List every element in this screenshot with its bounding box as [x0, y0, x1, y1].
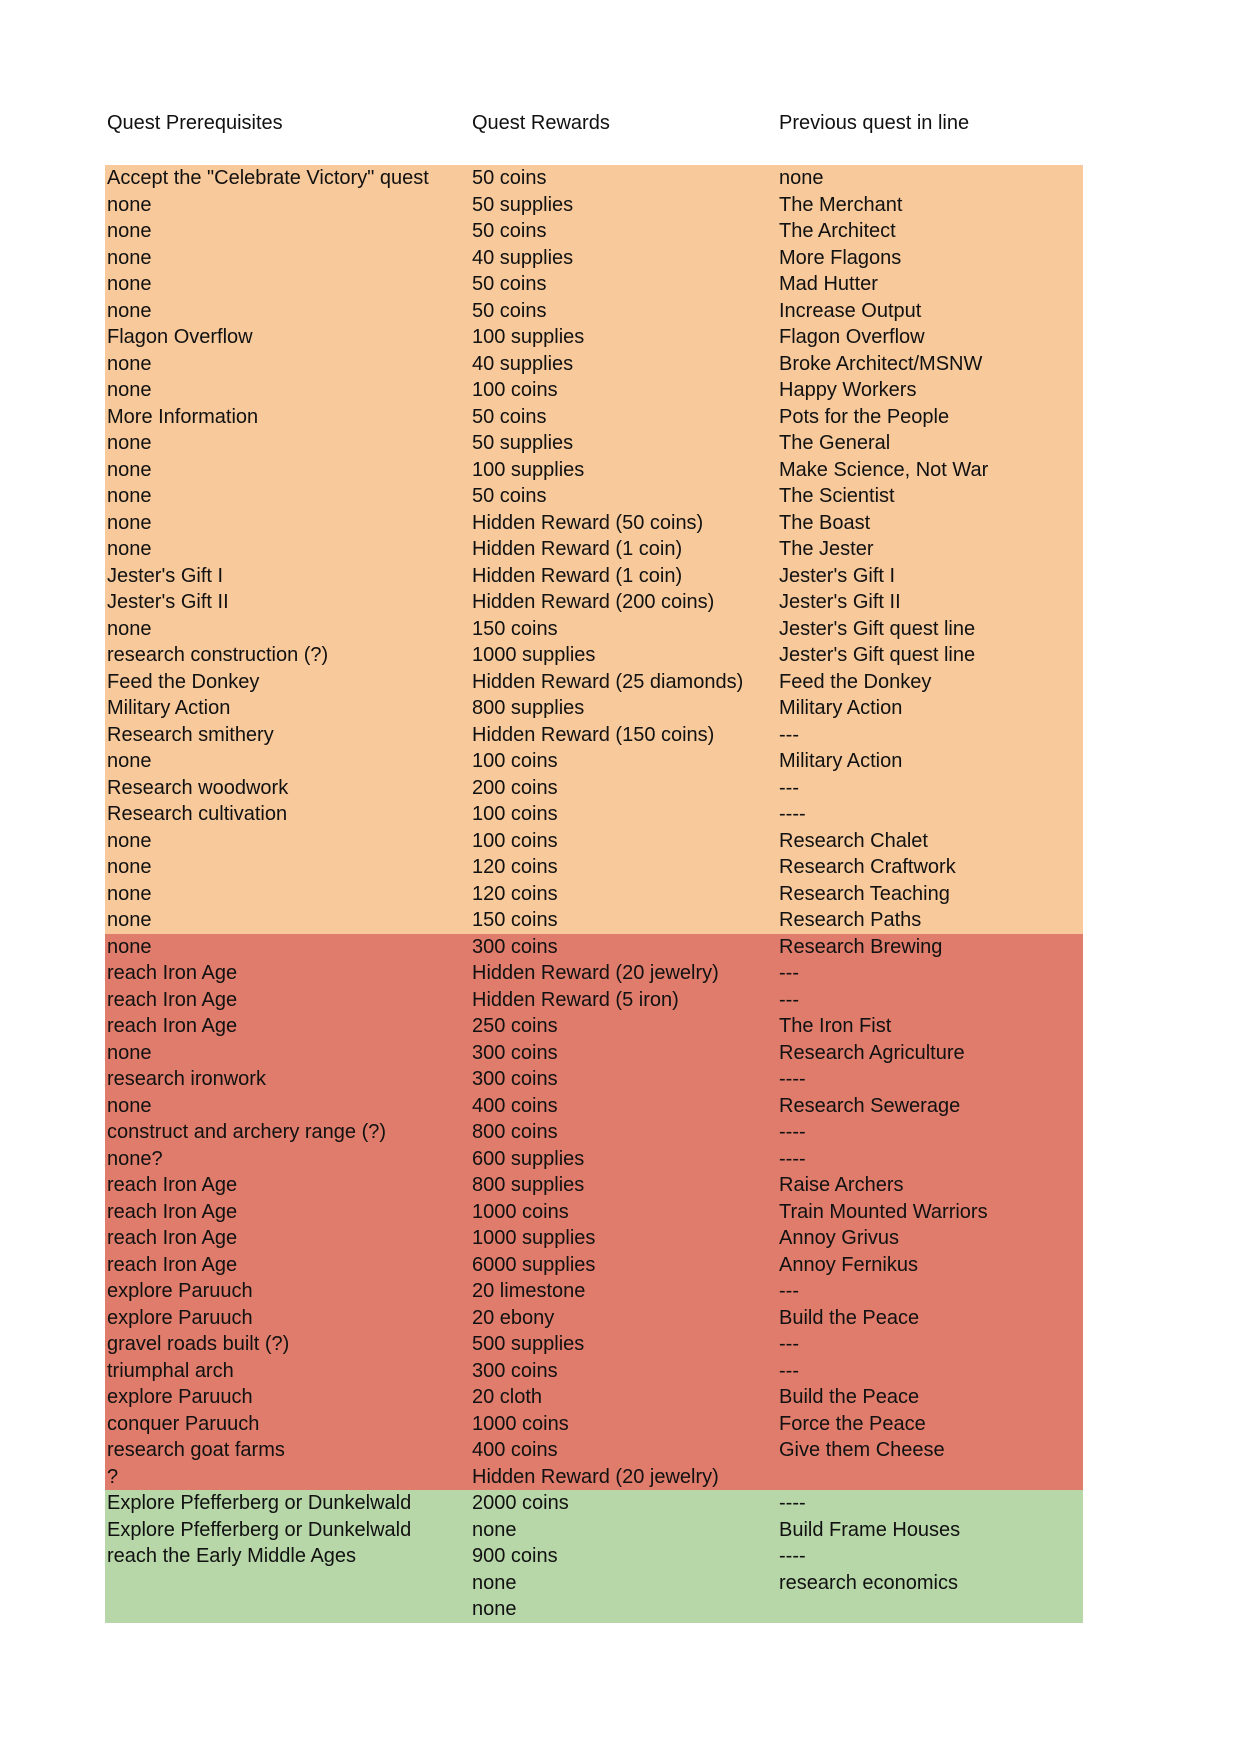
reward-cell: 1000 supplies [472, 644, 596, 666]
table-row [105, 1517, 1083, 1544]
previous-quest-cell: Military Action [779, 697, 903, 719]
previous-quest-cell: The Architect [779, 220, 896, 242]
table-row [105, 1225, 1083, 1252]
reward-cell: 100 coins [472, 829, 558, 852]
reward-cell: 100 coins [472, 379, 558, 401]
prerequisite-cell: none [107, 617, 152, 640]
reward-cell: 150 coins [472, 909, 558, 931]
prerequisite-cell: none [107, 379, 152, 401]
table-row [105, 854, 1083, 881]
table-row [105, 165, 1083, 192]
previous-quest-cell: ---- [779, 1545, 806, 1567]
reward-cell: 20 cloth [472, 1386, 543, 1408]
table-row [105, 563, 1083, 590]
previous-quest-cell: Research Brewing [779, 935, 943, 958]
previous-quest-cell: ---- [779, 1147, 806, 1170]
prerequisite-cell: none [107, 432, 152, 454]
reward-cell: 40 supplies [472, 352, 574, 375]
prerequisite-cell: reach Iron Age [107, 1174, 238, 1196]
reward-cell: 20 ebony [472, 1306, 555, 1329]
previous-quest-cell: Jester's Gift I [779, 564, 896, 587]
previous-quest-cell: none [779, 167, 824, 189]
previous-quest-cell: Increase Output [779, 299, 922, 322]
table-row [105, 245, 1083, 272]
previous-quest-cell: Build Frame Houses [779, 1518, 961, 1541]
prerequisite-cell: Research smithery [107, 723, 274, 746]
previous-quest-cell: Flagon Overflow [779, 326, 925, 348]
prerequisite-cell: Research woodwork [107, 776, 289, 799]
reward-cell: 500 supplies [472, 1333, 585, 1355]
reward-cell: Hidden Reward (25 diamonds) [472, 670, 744, 693]
header-prerequisites: Quest Prerequisites [107, 112, 283, 134]
previous-quest-cell: ---- [779, 803, 806, 825]
reward-cell: 50 coins [472, 405, 547, 428]
table-row [105, 1464, 1083, 1491]
table-row [105, 1490, 1083, 1517]
table-row [105, 828, 1083, 855]
prerequisite-cell: none [107, 829, 152, 852]
table-row [105, 1252, 1083, 1279]
prerequisite-cell: reach Iron Age [107, 1200, 238, 1223]
reward-cell: Hidden Reward (50 coins) [472, 511, 704, 534]
prerequisite-cell: none [107, 193, 152, 216]
quest-table [105, 165, 1083, 1623]
table-row [105, 1411, 1083, 1438]
table-row [105, 298, 1083, 325]
previous-quest-cell: Research Paths [779, 909, 922, 931]
table-row [105, 616, 1083, 643]
prerequisite-cell: none [107, 935, 152, 958]
previous-quest-cell: ---- [779, 1068, 806, 1090]
previous-quest-cell: The Jester [779, 538, 874, 560]
prerequisite-cell: More Information [107, 405, 259, 428]
previous-quest-cell: Make Science, Not War [779, 458, 989, 481]
reward-cell: 250 coins [472, 1015, 558, 1037]
reward-cell: 800 coins [472, 1121, 558, 1143]
table-row [105, 324, 1083, 351]
reward-cell: 20 limestone [472, 1280, 586, 1302]
reward-cell: 400 coins [472, 1439, 558, 1461]
reward-cell: 50 supplies [472, 432, 574, 454]
prerequisite-cell: reach Iron Age [107, 1015, 238, 1037]
prerequisite-cell: none [107, 352, 152, 375]
reward-cell: 100 supplies [472, 458, 585, 481]
prerequisite-cell: none? [107, 1147, 163, 1170]
table-row [105, 1331, 1083, 1358]
reward-cell: Hidden Reward (200 coins) [472, 591, 715, 613]
previous-quest-cell: Annoy Fernikus [779, 1253, 918, 1276]
reward-cell: 400 coins [472, 1094, 558, 1117]
previous-quest-cell: --- [779, 1359, 799, 1382]
prerequisite-cell: none [107, 1094, 152, 1117]
prerequisite-cell: Explore Pfefferberg or Dunkelwald [107, 1492, 412, 1514]
reward-cell: 300 coins [472, 1041, 558, 1064]
previous-quest-cell: --- [779, 1280, 799, 1302]
prerequisite-cell: none [107, 511, 152, 534]
table-row [105, 1543, 1083, 1570]
previous-quest-cell: --- [779, 723, 799, 746]
prerequisite-cell: none [107, 1041, 152, 1064]
previous-quest-cell: Build the Peace [779, 1306, 920, 1329]
reward-cell: 1000 coins [472, 1200, 569, 1223]
previous-quest-cell: The Iron Fist [779, 1015, 892, 1037]
reward-cell: Hidden Reward (20 jewelry) [472, 962, 719, 984]
prerequisite-cell: none [107, 246, 152, 269]
table-row [105, 775, 1083, 802]
reward-cell: none [472, 1518, 517, 1541]
table-row [105, 457, 1083, 484]
reward-cell: 1000 coins [472, 1412, 569, 1435]
previous-quest-cell: The Merchant [779, 193, 903, 216]
table-row [105, 510, 1083, 537]
prerequisite-cell: reach Iron Age [107, 1227, 238, 1249]
reward-cell: Hidden Reward (1 coin) [472, 564, 683, 587]
previous-quest-cell: Feed the Donkey [779, 670, 932, 693]
reward-cell: 600 supplies [472, 1147, 585, 1170]
table-row [105, 642, 1083, 669]
previous-quest-cell: Give them Cheese [779, 1439, 945, 1461]
prerequisite-cell: reach Iron Age [107, 988, 238, 1011]
reward-cell: 300 coins [472, 935, 558, 958]
previous-quest-cell: More Flagons [779, 246, 902, 269]
table-row [105, 960, 1083, 987]
previous-quest-cell: Research Teaching [779, 882, 950, 905]
table-row [105, 404, 1083, 431]
table-row [105, 881, 1083, 908]
reward-cell: 150 coins [472, 617, 558, 640]
prerequisite-cell: gravel roads built (?) [107, 1333, 290, 1355]
table-row [105, 1278, 1083, 1305]
prerequisite-cell: conquer Paruuch [107, 1412, 260, 1435]
table-row [105, 536, 1083, 563]
reward-cell: Hidden Reward (1 coin) [472, 538, 683, 560]
table-row [105, 722, 1083, 749]
prerequisite-cell: Explore Pfefferberg or Dunkelwald [107, 1518, 412, 1541]
reward-cell: 50 supplies [472, 193, 574, 216]
reward-cell: 300 coins [472, 1068, 558, 1090]
prerequisite-cell: Feed the Donkey [107, 670, 260, 693]
table-row [105, 1013, 1083, 1040]
previous-quest-cell: Mad Hutter [779, 273, 878, 295]
reward-cell: Hidden Reward (150 coins) [472, 723, 715, 746]
reward-cell: 6000 supplies [472, 1253, 596, 1276]
table-row [105, 1119, 1083, 1146]
prerequisite-cell: none [107, 909, 152, 931]
reward-cell: 50 coins [472, 220, 547, 242]
prerequisite-cell: construct and archery range (?) [107, 1121, 387, 1143]
table-row [105, 1596, 1083, 1623]
previous-quest-cell: The Scientist [779, 485, 895, 507]
previous-quest-cell: Broke Architect/MSNW [779, 352, 983, 375]
previous-quest-cell: Train Mounted Warriors [779, 1200, 988, 1223]
prerequisite-cell: none [107, 882, 152, 905]
table-row [105, 1066, 1083, 1093]
previous-quest-cell: Research Agriculture [779, 1041, 965, 1064]
table-row [105, 1437, 1083, 1464]
previous-quest-cell: ---- [779, 1492, 806, 1514]
reward-cell: 200 coins [472, 776, 558, 799]
table-row [105, 1570, 1083, 1597]
previous-quest-cell: Annoy Grivus [779, 1227, 900, 1249]
prerequisite-cell: research ironwork [107, 1068, 266, 1090]
previous-quest-cell: Research Chalet [779, 829, 928, 852]
previous-quest-cell: Build the Peace [779, 1386, 920, 1408]
table-row [105, 589, 1083, 616]
reward-cell: Hidden Reward (5 iron) [472, 988, 679, 1011]
prerequisite-cell: Flagon Overflow [107, 326, 253, 348]
prerequisite-cell: explore Paruuch [107, 1280, 253, 1302]
prerequisite-cell: reach Iron Age [107, 1253, 238, 1276]
prerequisite-cell: explore Paruuch [107, 1386, 253, 1408]
previous-quest-cell: Research Sewerage [779, 1094, 961, 1117]
previous-quest-cell: The Boast [779, 511, 871, 534]
reward-cell: 120 coins [472, 856, 558, 878]
prerequisite-cell: Research cultivation [107, 803, 288, 825]
prerequisite-cell: none [107, 856, 152, 878]
prerequisite-cell: reach Iron Age [107, 962, 238, 984]
reward-cell: 2000 coins [472, 1492, 569, 1514]
table-row [105, 1305, 1083, 1332]
table-row [105, 801, 1083, 828]
reward-cell: 100 coins [472, 803, 558, 825]
reward-cell: 40 supplies [472, 246, 574, 269]
reward-cell: 50 coins [472, 299, 547, 322]
previous-quest-cell: Jester's Gift quest line [779, 644, 976, 666]
prerequisite-cell: none [107, 750, 152, 772]
previous-quest-cell: --- [779, 776, 799, 799]
reward-cell: 120 coins [472, 882, 558, 905]
table-row [105, 669, 1083, 696]
reward-cell: none [472, 1571, 517, 1594]
table-row [105, 934, 1083, 961]
table-row [105, 748, 1083, 775]
previous-quest-cell: Pots for the People [779, 405, 950, 428]
table-row [105, 271, 1083, 298]
prerequisite-cell: none [107, 273, 152, 295]
prerequisite-cell: research goat farms [107, 1439, 285, 1461]
table-row [105, 483, 1083, 510]
prerequisite-cell: none [107, 458, 152, 481]
table-row [105, 1199, 1083, 1226]
prerequisite-cell: Accept the "Celebrate Victory" quest [107, 167, 429, 189]
prerequisite-cell: Military Action [107, 697, 231, 719]
reward-cell: 800 supplies [472, 1174, 585, 1196]
prerequisite-cell: explore Paruuch [107, 1306, 253, 1329]
table-row [105, 695, 1083, 722]
reward-cell: none [472, 1598, 517, 1620]
table-row [105, 1040, 1083, 1067]
prerequisite-cell: none [107, 299, 152, 322]
previous-quest-cell: The General [779, 432, 891, 454]
table-row [105, 218, 1083, 245]
reward-cell: 900 coins [472, 1545, 558, 1567]
previous-quest-cell: Jester's Gift II [779, 591, 901, 613]
prerequisite-cell: ? [107, 1465, 119, 1488]
previous-quest-cell: Happy Workers [779, 379, 917, 401]
previous-quest-cell: Raise Archers [779, 1174, 904, 1196]
table-row [105, 351, 1083, 378]
prerequisite-cell: Jester's Gift II [107, 591, 229, 613]
table-row [105, 1384, 1083, 1411]
previous-quest-cell: Force the Peace [779, 1412, 926, 1435]
prerequisite-cell: reach the Early Middle Ages [107, 1545, 357, 1567]
table-row [105, 987, 1083, 1014]
header-rewards: Quest Rewards [472, 112, 610, 134]
reward-cell: 1000 supplies [472, 1227, 596, 1249]
prerequisite-cell: triumphal arch [107, 1359, 234, 1382]
previous-quest-cell: research economics [779, 1571, 958, 1594]
table-row [105, 1172, 1083, 1199]
previous-quest-cell: Research Craftwork [779, 856, 956, 878]
previous-quest-cell: ---- [779, 1121, 806, 1143]
prerequisite-cell: Jester's Gift I [107, 564, 224, 587]
previous-quest-cell: --- [779, 962, 799, 984]
table-row [105, 192, 1083, 219]
prerequisite-cell: none [107, 538, 152, 560]
table-row [105, 430, 1083, 457]
prerequisite-cell: none [107, 485, 152, 507]
table-row [105, 1146, 1083, 1173]
table-row [105, 377, 1083, 404]
header-previous-quest: Previous quest in line [779, 112, 970, 134]
reward-cell: 100 supplies [472, 326, 585, 348]
previous-quest-cell: Military Action [779, 750, 903, 772]
table-row [105, 1358, 1083, 1385]
previous-quest-cell: Jester's Gift quest line [779, 617, 976, 640]
previous-quest-cell: --- [779, 988, 799, 1011]
reward-cell: 300 coins [472, 1359, 558, 1382]
previous-quest-cell: --- [779, 1333, 799, 1355]
reward-cell: Hidden Reward (20 jewelry) [472, 1465, 719, 1488]
table-row [105, 907, 1083, 934]
table-header [107, 112, 1087, 140]
reward-cell: 100 coins [472, 750, 558, 772]
prerequisite-cell: research construction (?) [107, 644, 329, 666]
reward-cell: 50 coins [472, 273, 547, 295]
reward-cell: 50 coins [472, 167, 547, 189]
prerequisite-cell: none [107, 220, 152, 242]
reward-cell: 50 coins [472, 485, 547, 507]
reward-cell: 800 supplies [472, 697, 585, 719]
table-row [105, 1093, 1083, 1120]
